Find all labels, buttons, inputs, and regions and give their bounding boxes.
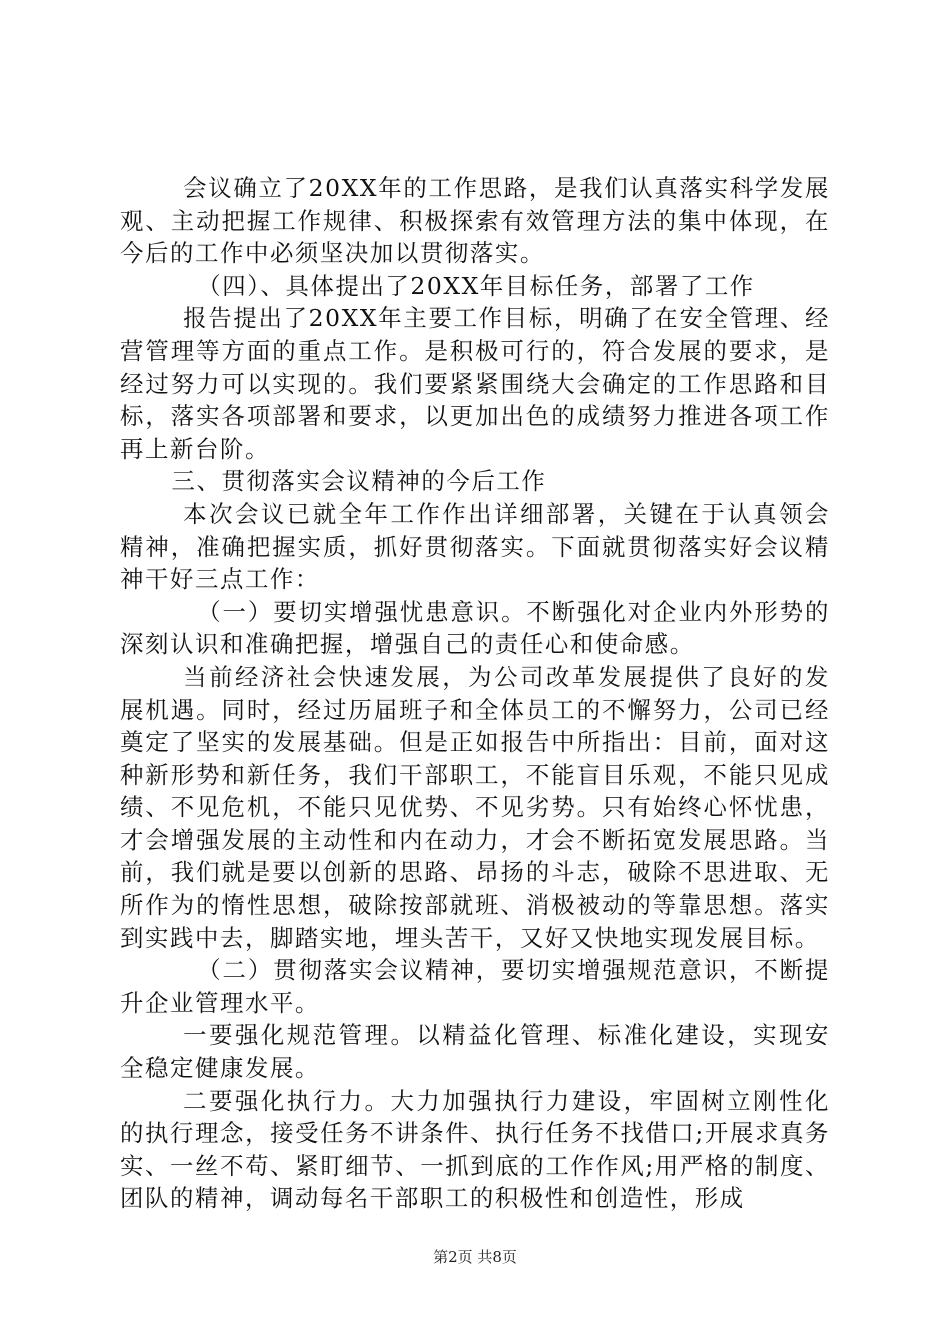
- paragraph-development: 当前经济社会快速发展，为公司改革发展提供了良好的发展机遇。同时，经过历届班子和全体员工的不懈努力，公司已经奠定了坚实的发展基础。但是正如报告中所指出：目前，面对这种新形势和新任务，我们干部职工，不能盲目乐观，不能只见成绩、不见危机，不能只见优势、不见劣势。只有始终心怀忧患，才会增强发展的主动性和内在动力，才会不断拓宽发展思路。当前，我们就是要以创新的思路、昂扬的斗志，破除不思进取、无所作为的惰性思想，破除按部就班、消极被动的等靠思想。落实到实践中去，脚踏实地，埋头苦干，又好又快地实现发展目标。: [120, 662, 830, 952]
- subheading-four: （四）、具体提出了20XX年目标任务，部署了工作: [197, 271, 755, 300]
- subheading-one: （一）要切实增强忧患意识。不断强化对企业内外形势的深刻认识和准确把握，增强自己的责任心和使命感。: [120, 597, 830, 659]
- paragraph-execution: 二要强化执行力。大力加强执行力建设，牢固树立刚性化的执行理念，接受任务不讲条件、执行任务不找借口;开展求真务实、一丝不苟、紧盯细节、一抓到底的工作作风;用严格的制度、团队的精神，调动每名干部职工的积极性和创造性，形成: [120, 1086, 830, 1213]
- paragraph-standard-management: 一要强化规范管理。以精益化管理、标准化建设，实现安全稳定健康发展。: [120, 1021, 830, 1083]
- subheading-two: （二）贯彻落实会议精神，要切实增强规范意识，不断提升企业管理水平。: [120, 956, 830, 1017]
- section-heading-three: 三、贯彻落实会议精神的今后工作: [171, 467, 547, 496]
- paragraph-report-goals: 报告提出了20XX年主要工作目标，明确了在安全管理、经营管理等方面的重点工作。是积极可行的，符合发展的要求，是经过努力可以实现的。我们要紧紧围绕大会确定的工作思路和目标，落实各项部署和要求，以更加出色的成绩努力推进各项工作再上新台阶。: [120, 304, 830, 463]
- page-number: 第2页 共8页: [433, 1248, 517, 1266]
- paragraph-thinking: 会议确立了20XX年的工作思路，是我们认真落实科学发展观、主动把握工作规律、积极探索有效管理方法的集中体现，在今后的工作中必须坚决加以贯彻落实。: [120, 174, 830, 268]
- paragraph-deployment: 本次会议已就全年工作作出详细部署，关键在于认真领会精神，准确把握实质，抓好贯彻落实。下面就贯彻落实好会议精神干好三点工作：: [120, 499, 830, 594]
- document-body: [120, 172, 830, 1215]
